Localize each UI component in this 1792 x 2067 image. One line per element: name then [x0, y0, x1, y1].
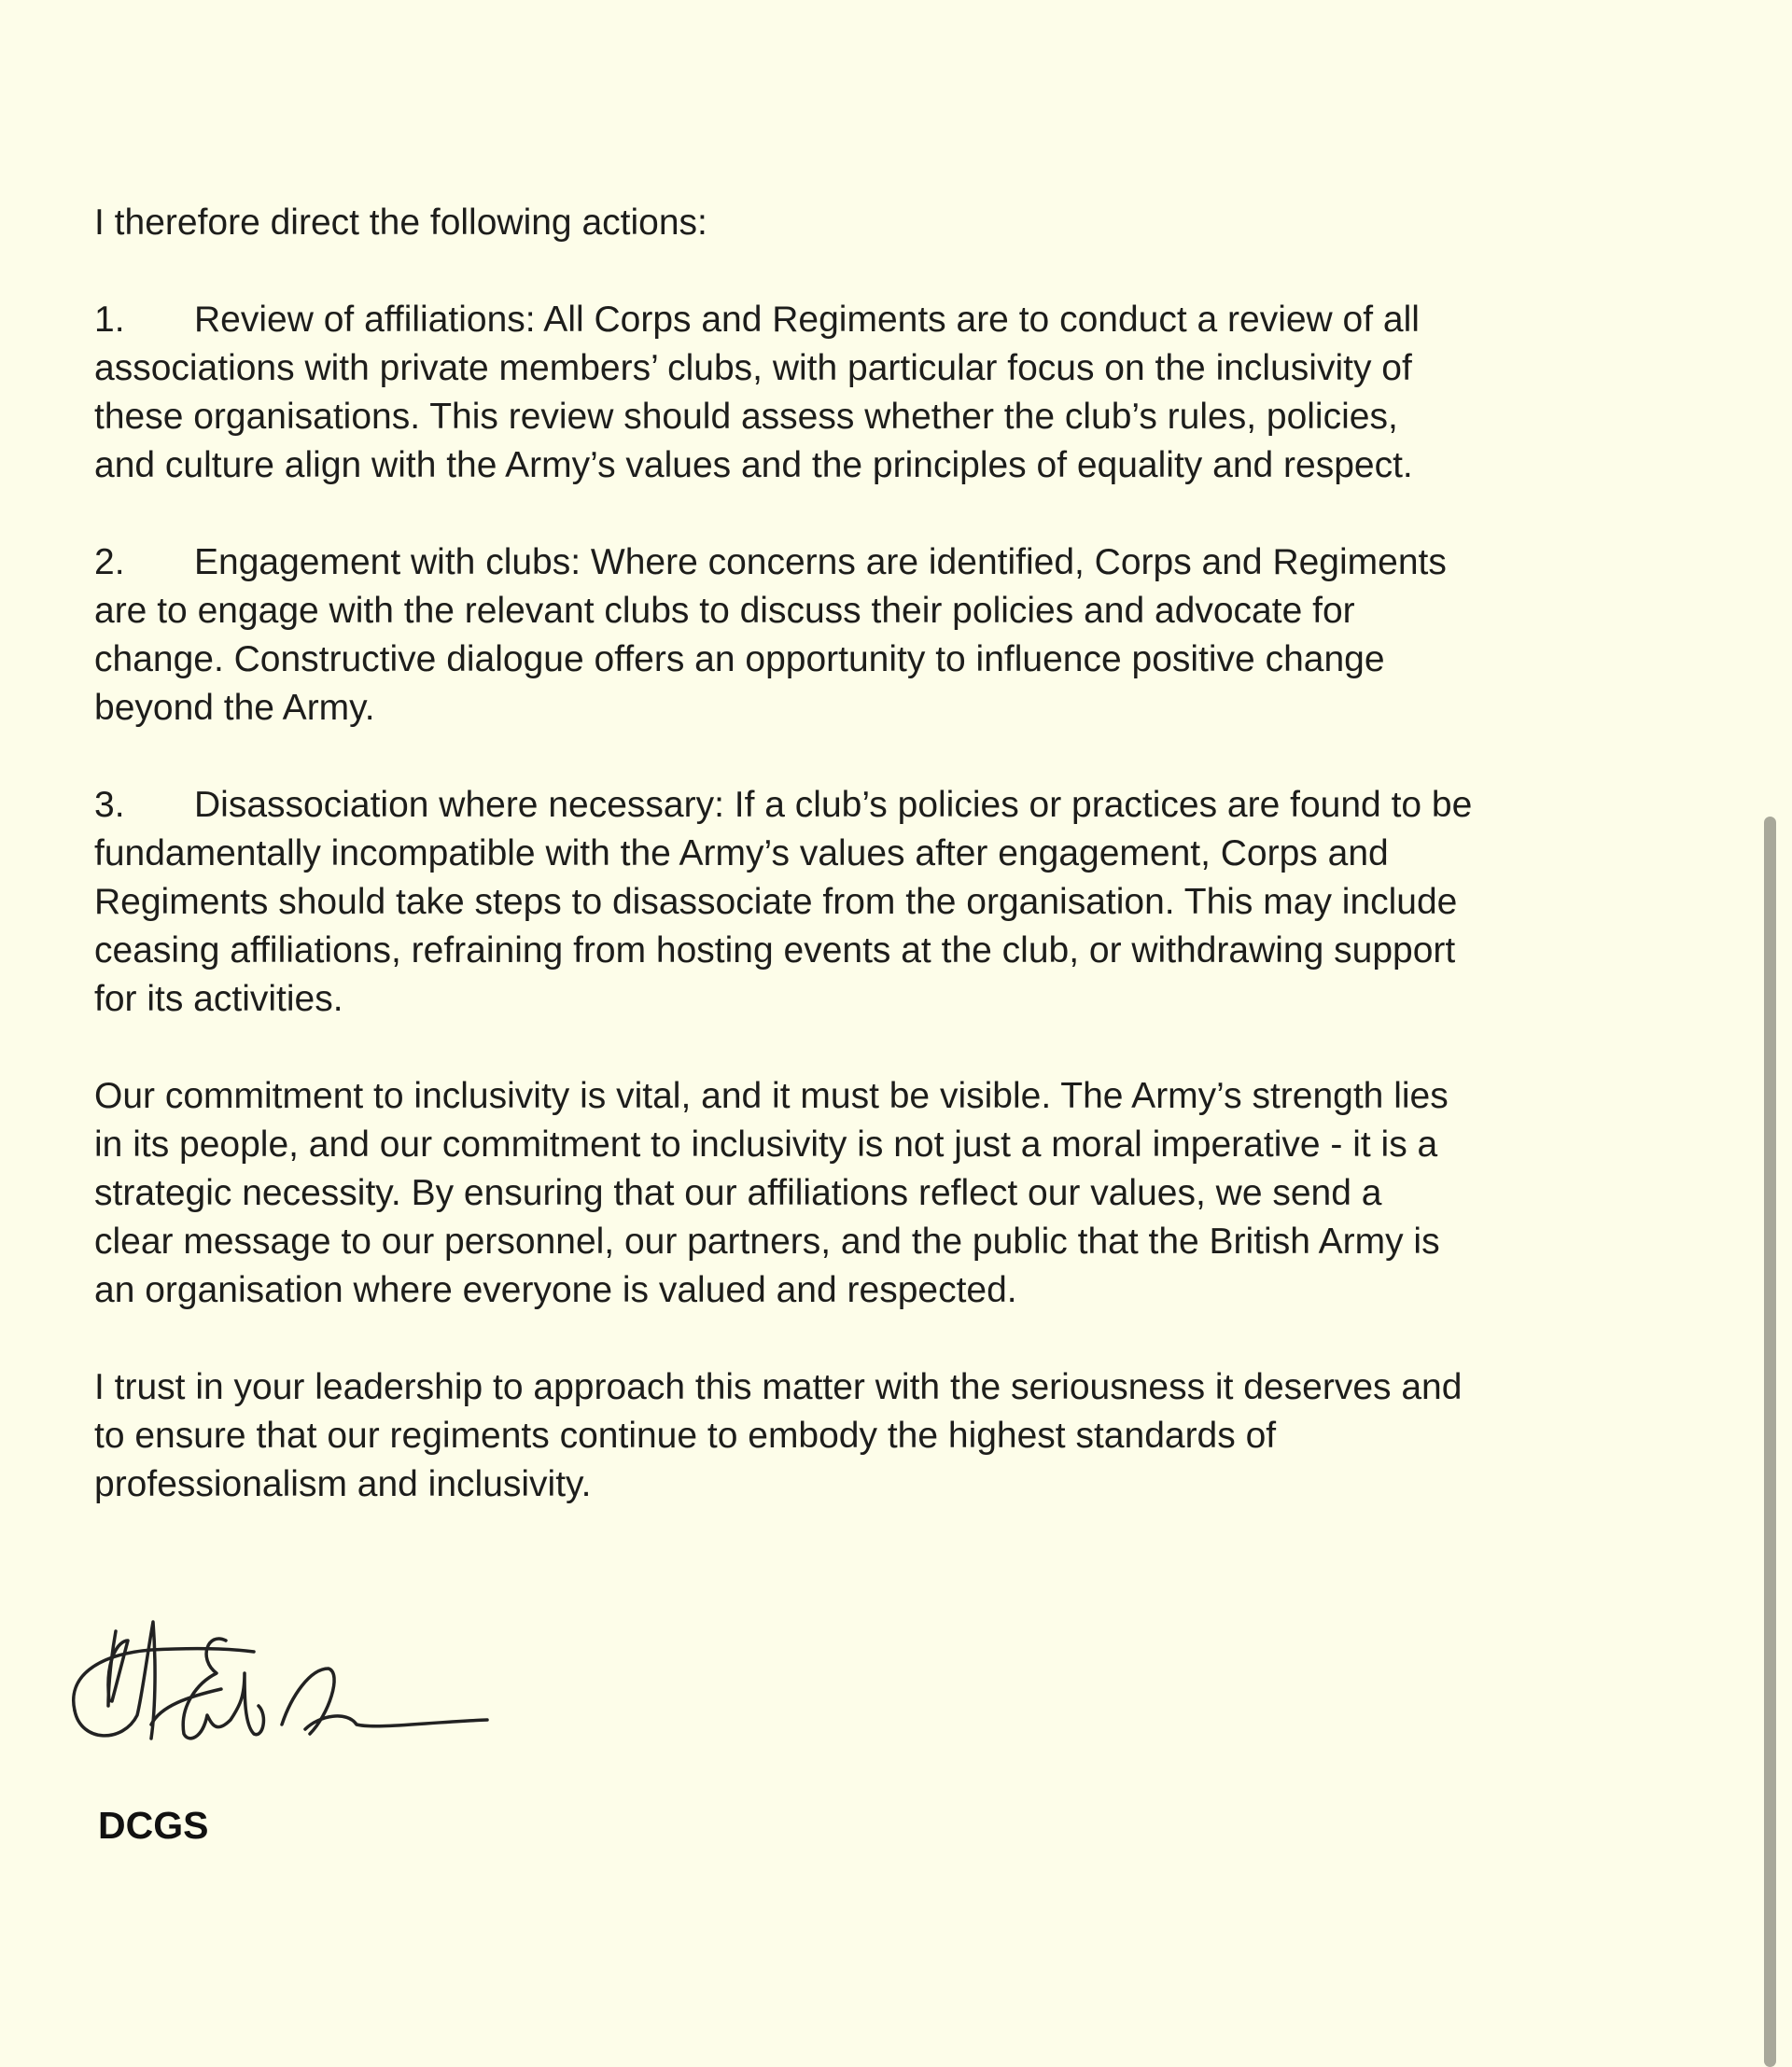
action-text-line: and culture align with the Army’s values and the principles of equality and respect.	[94, 445, 1413, 485]
closing-paragraph	[94, 1363, 1700, 1509]
paragraph-line: Our commitment to inclusivity is vital, and it must be visible. The Army’s strength lies	[94, 1076, 1449, 1116]
signatory-title: DCGS	[98, 1804, 209, 1847]
action-text-line: ceasing affiliations, refraining from hosting events at the club, or withdrawing support	[94, 930, 1456, 971]
action-item-2	[94, 538, 1700, 733]
paragraph-line: in its people, and our commitment to inclusivity is not just a moral imperative - it is a	[94, 1124, 1438, 1165]
paragraph-line: strategic necessity. By ensuring that our affiliations reflect our values, we send a	[94, 1173, 1382, 1213]
paragraph-line: professionalism and inclusivity.	[94, 1464, 592, 1504]
action-text-line: beyond the Army.	[94, 688, 375, 728]
action-text-line: these organisations. This review should assess whether the club’s rules, policies,	[94, 397, 1398, 437]
action-text-line: change. Constructive dialogue offers an opportunity to influence positive change	[94, 639, 1385, 679]
action-text-line: Disassociation where necessary: If a club’s policies or practices are found to be	[194, 785, 1473, 825]
intro-text: I therefore direct the following actions:	[94, 203, 707, 243]
paragraph-line: to ensure that our regiments continue to embody the highest standards of	[94, 1416, 1277, 1456]
handwritten-signature	[67, 1603, 497, 1762]
action-item-1	[94, 296, 1700, 490]
action-text-line: are to engage with the relevant clubs to discuss their policies and advocate for	[94, 591, 1355, 631]
commitment-paragraph	[94, 1072, 1700, 1315]
scrollbar-thumb[interactable]	[1764, 817, 1776, 2067]
paragraph-line: I trust in your leadership to approach this matter with the seriousness it deserves and	[94, 1367, 1463, 1407]
intro-paragraph	[94, 199, 1700, 247]
action-text-line: Regiments should take steps to disassociate from the organisation. This may include	[94, 882, 1458, 922]
action-number: 3.	[94, 785, 125, 825]
action-text-line: associations with private members’ clubs, with particular focus on the inclusivity of	[94, 348, 1412, 388]
paragraph-line: clear message to our personnel, our partners, and the public that the British Army is	[94, 1222, 1440, 1262]
action-number: 2.	[94, 542, 125, 582]
letter-body	[94, 199, 1700, 1557]
action-text-line: Review of affiliations: All Corps and Regiments are to conduct a review of all	[194, 300, 1420, 340]
action-text-line: fundamentally incompatible with the Army’s values after engagement, Corps and	[94, 833, 1389, 873]
action-item-3	[94, 781, 1700, 1024]
paragraph-line: an organisation where everyone is valued and respected.	[94, 1270, 1017, 1310]
action-text-line: for its activities.	[94, 979, 343, 1019]
action-text-line: Engagement with clubs: Where concerns are identified, Corps and Regiments	[194, 542, 1447, 582]
action-number: 1.	[94, 300, 125, 340]
